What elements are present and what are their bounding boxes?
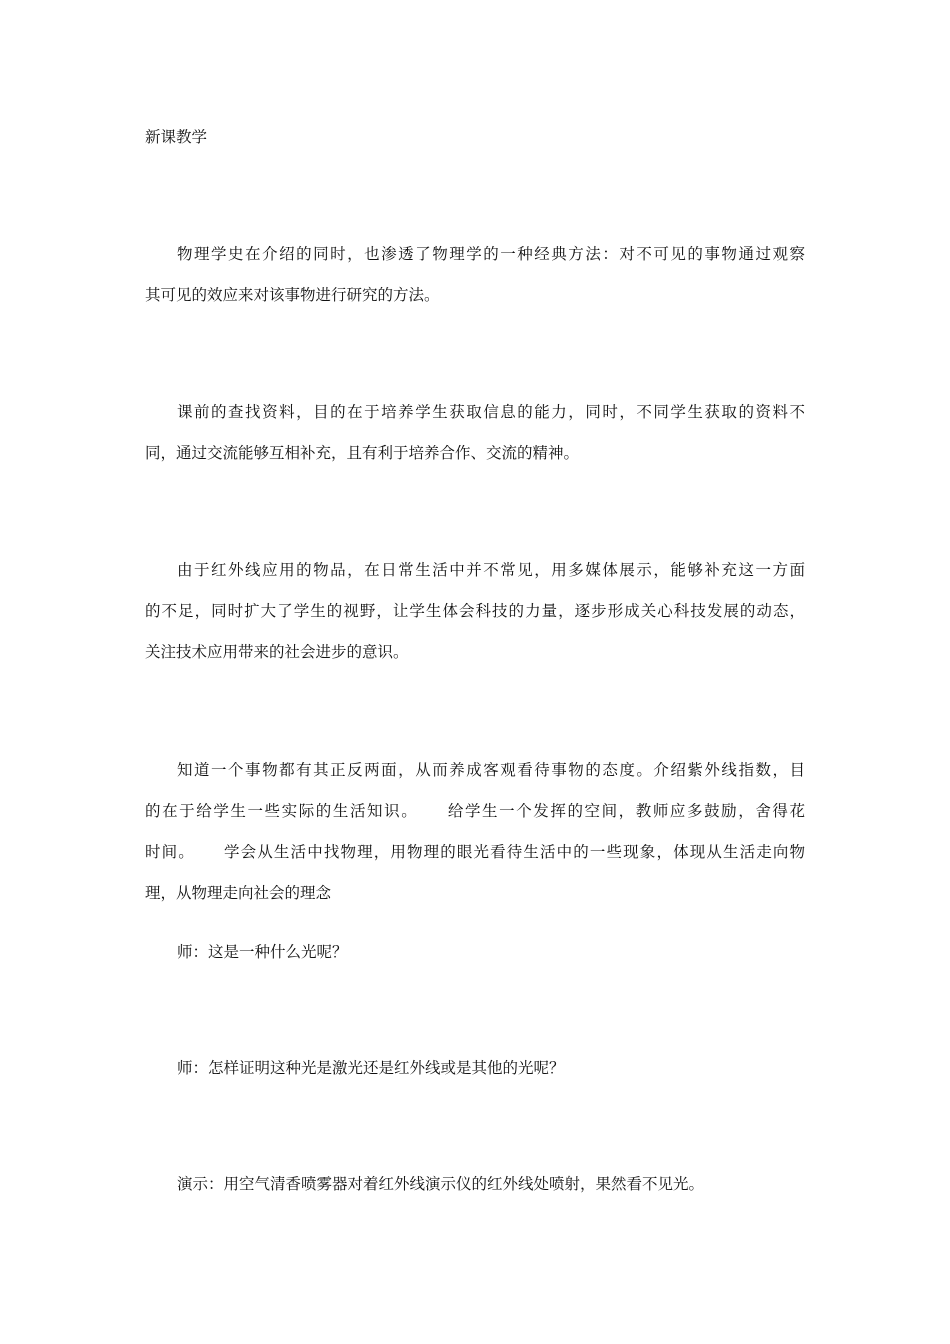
paragraph-line: [145, 832, 805, 873]
paragraph-1: [145, 234, 805, 316]
section-heading: 新课教学: [145, 128, 208, 146]
paragraph-segment: 的在于给学生一些实际的生活知识。: [145, 802, 419, 820]
paragraph-segment: 时间。: [145, 843, 195, 861]
paragraph-line: 理，从物理走向社会的理念: [145, 884, 332, 902]
dialogue-line-2: 师：怎样证明这种光是激光还是红外线或是其他的光呢？: [177, 1059, 565, 1077]
paragraph-line: 知道一个事物都有其正反两面，从而养成客观看待事物的态度。介绍紫外线指数，目: [177, 761, 805, 779]
paragraph-line: 由于红外线应用的物品，在日常生活中并不常见，用多媒体展示，能够补充这一方面: [177, 561, 805, 579]
paragraph-line: 同，通过交流能够互相补充，且有利于培养合作、交流的精神。: [145, 444, 580, 462]
paragraph-line: 课前的查找资料，目的在于培养学生获取信息的能力，同时，不同学生获取的资料不: [177, 403, 805, 421]
paragraph-line: 的不足，同时扩大了学生的视野，让学生体会科技的力量，逐步形成关心科技发展的动态，: [145, 602, 805, 620]
paragraph-2: [145, 392, 805, 474]
dialogue-line-1: 师：这是一种什么光呢？: [177, 943, 348, 961]
paragraph-line: [145, 791, 805, 832]
paragraph-line: 关注技术应用带来的社会进步的意识。: [145, 643, 409, 661]
paragraph-segment: 给学生一个发挥的空间，教师应多鼓励，舍得花: [446, 802, 805, 820]
paragraph-4: [145, 750, 805, 914]
paragraph-line: 其可见的效应来对该事物进行研究的方法。: [145, 286, 440, 304]
paragraph-3: [145, 550, 805, 673]
demo-line: 演示：用空气清香喷雾器对着红外线演示仪的红外线处喷射，果然看不见光。: [177, 1175, 705, 1193]
paragraph-line: 物理学史在介绍的同时，也渗透了物理学的一种经典方法：对不可见的事物通过观察: [177, 245, 805, 263]
paragraph-segment: 学会从生活中找物理，用物理的眼光看待生活中的一些现象，体现从生活走向物: [222, 843, 805, 861]
